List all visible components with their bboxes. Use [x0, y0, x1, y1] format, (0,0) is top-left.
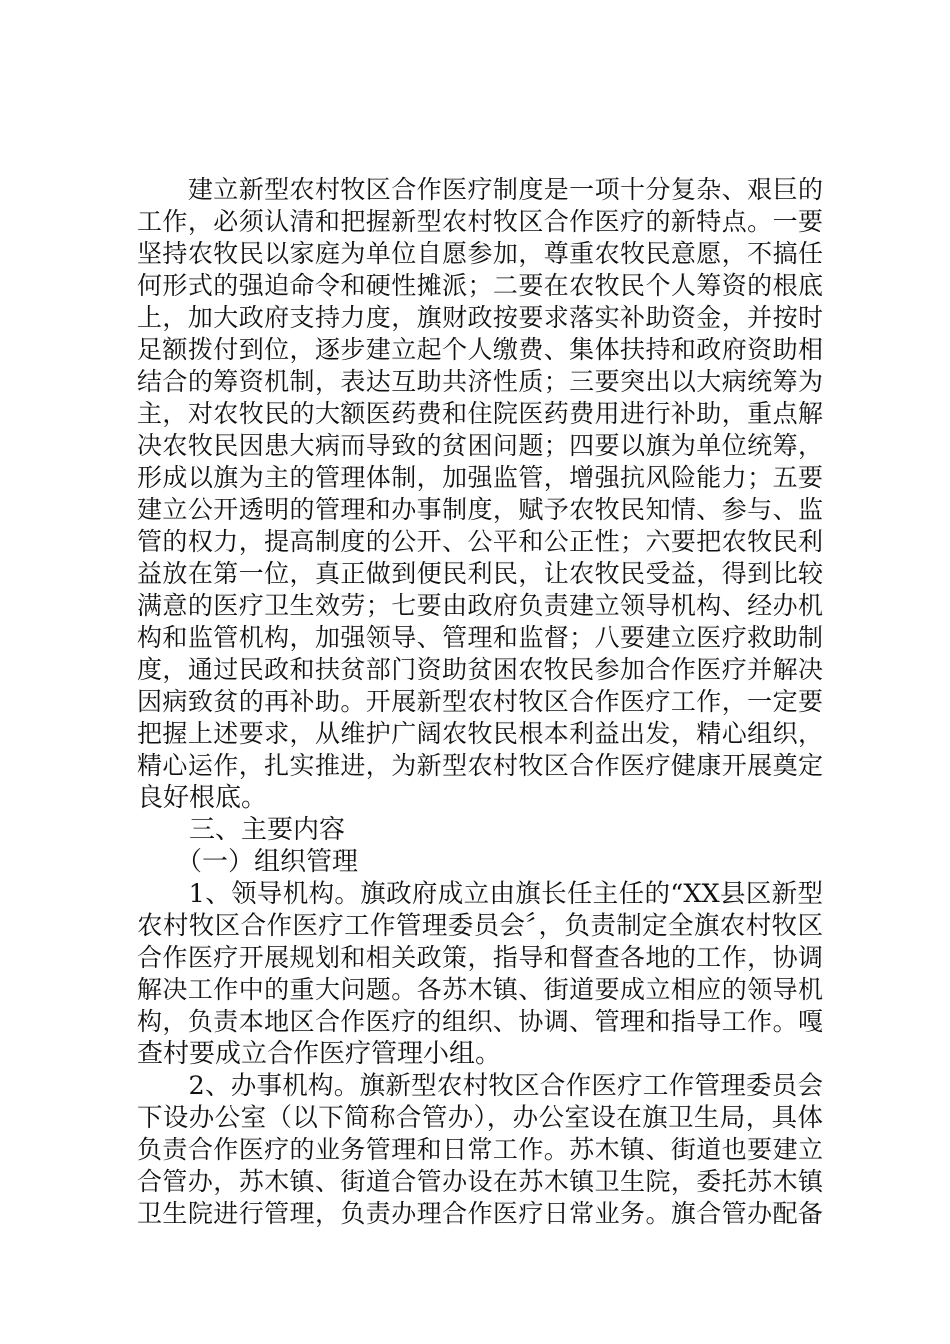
text-line: 卫生院进行管理，负责办理合作医疗日常业务。旗合管办配备	[137, 1199, 823, 1228]
text-line: 精心运作，扎实推进，为新型农村牧区合作医疗健康开展奠定	[137, 751, 823, 780]
text-line: 形成以旗为主的管理体制，加强监管，增强抗风险能力；五要	[137, 463, 823, 492]
text-line: 足额拨付到位，逐步建立起个人缴费、集体扶持和政府资助相	[137, 335, 823, 364]
text-line: 度，通过民政和扶贫部门资助贫困农牧民参加合作医疗并解决	[137, 655, 823, 684]
text-line: 主，对农牧民的大额医药费和住院医药费用进行补助，重点解	[137, 399, 823, 428]
subsection-heading: （一）组织管理	[137, 847, 359, 877]
text-line: 满意的医疗卫生效劳；七要由政府负责建立领导机构、经办机	[137, 591, 823, 620]
text-line: 构，负责本地区合作医疗的组织、协调、管理和指导工作。嘎	[137, 1007, 823, 1036]
text-line: 工作，必须认清和把握新型农村牧区合作医疗的新特点。一要	[137, 207, 823, 236]
text-line: 负责合作医疗的业务管理和日常工作。苏木镇、街道也要建立	[137, 1135, 823, 1164]
text-line: 建立公开透明的管理和办事制度，赋予农牧民知情、参与、监	[137, 495, 823, 524]
text-line: 解决工作中的重大问题。各苏木镇、街道要成立相应的领导机	[137, 975, 823, 1004]
text-line: 合管办，苏木镇、街道合管办设在苏木镇卫生院，委托苏木镇	[137, 1167, 823, 1196]
section-heading: 三、主要内容	[137, 815, 346, 845]
text-line: 查村要成立合作医疗管理小组。	[137, 1039, 502, 1069]
text-line: 益放在第一位，真正做到便民利民，让农牧民受益，得到比较	[137, 559, 823, 588]
text-line: 下设办公室（以下简称合管办），办公室设在旗卫生局，具体	[137, 1103, 823, 1133]
text-line: 因病致贫的再补助。开展新型农村牧区合作医疗工作，一定要	[137, 687, 823, 716]
text-line: 管的权力，提高制度的公开、公平和公正性；六要把农牧民利	[137, 527, 823, 556]
text-line: 合作医疗开展规划和相关政策，指导和督查各地的工作，协调	[137, 943, 823, 972]
text-line: 良好根底。	[137, 783, 268, 813]
text-line: 构和监管机构，加强领导、管理和监督；八要建立医疗救助制	[137, 623, 823, 652]
text-line: 结合的筹资机制，表达互助共济性质；三要突出以大病统筹为	[137, 367, 823, 396]
text-line: 2、办事机构。旗新型农村牧区合作医疗工作管理委员会	[137, 1071, 823, 1101]
text-line: 1、领导机构。旗政府成立由旗长任主任的“XX县区新型	[137, 879, 823, 909]
text-line: 坚持农牧民以家庭为单位自愿参加，尊重农牧民意愿，不搞任	[137, 239, 823, 268]
text-line: 何形式的强迫命令和硬性摊派；二要在农牧民个人筹资的根底	[137, 271, 823, 300]
text-line: 把握上述要求，从维护广阔农牧民根本利益出发，精心组织，	[137, 719, 823, 748]
text-line: 农村牧区合作医疗工作管理委员会〞，负责制定全旗农村牧区	[137, 911, 823, 941]
text-line: 决农牧民因患大病而导致的贫困问题；四要以旗为单位统筹，	[137, 431, 823, 460]
text-line: 建立新型农村牧区合作医疗制度是一项十分复杂、艰巨的	[137, 175, 823, 204]
text-line: 上，加大政府支持力度，旗财政按要求落实补助资金，并按时	[137, 303, 823, 332]
